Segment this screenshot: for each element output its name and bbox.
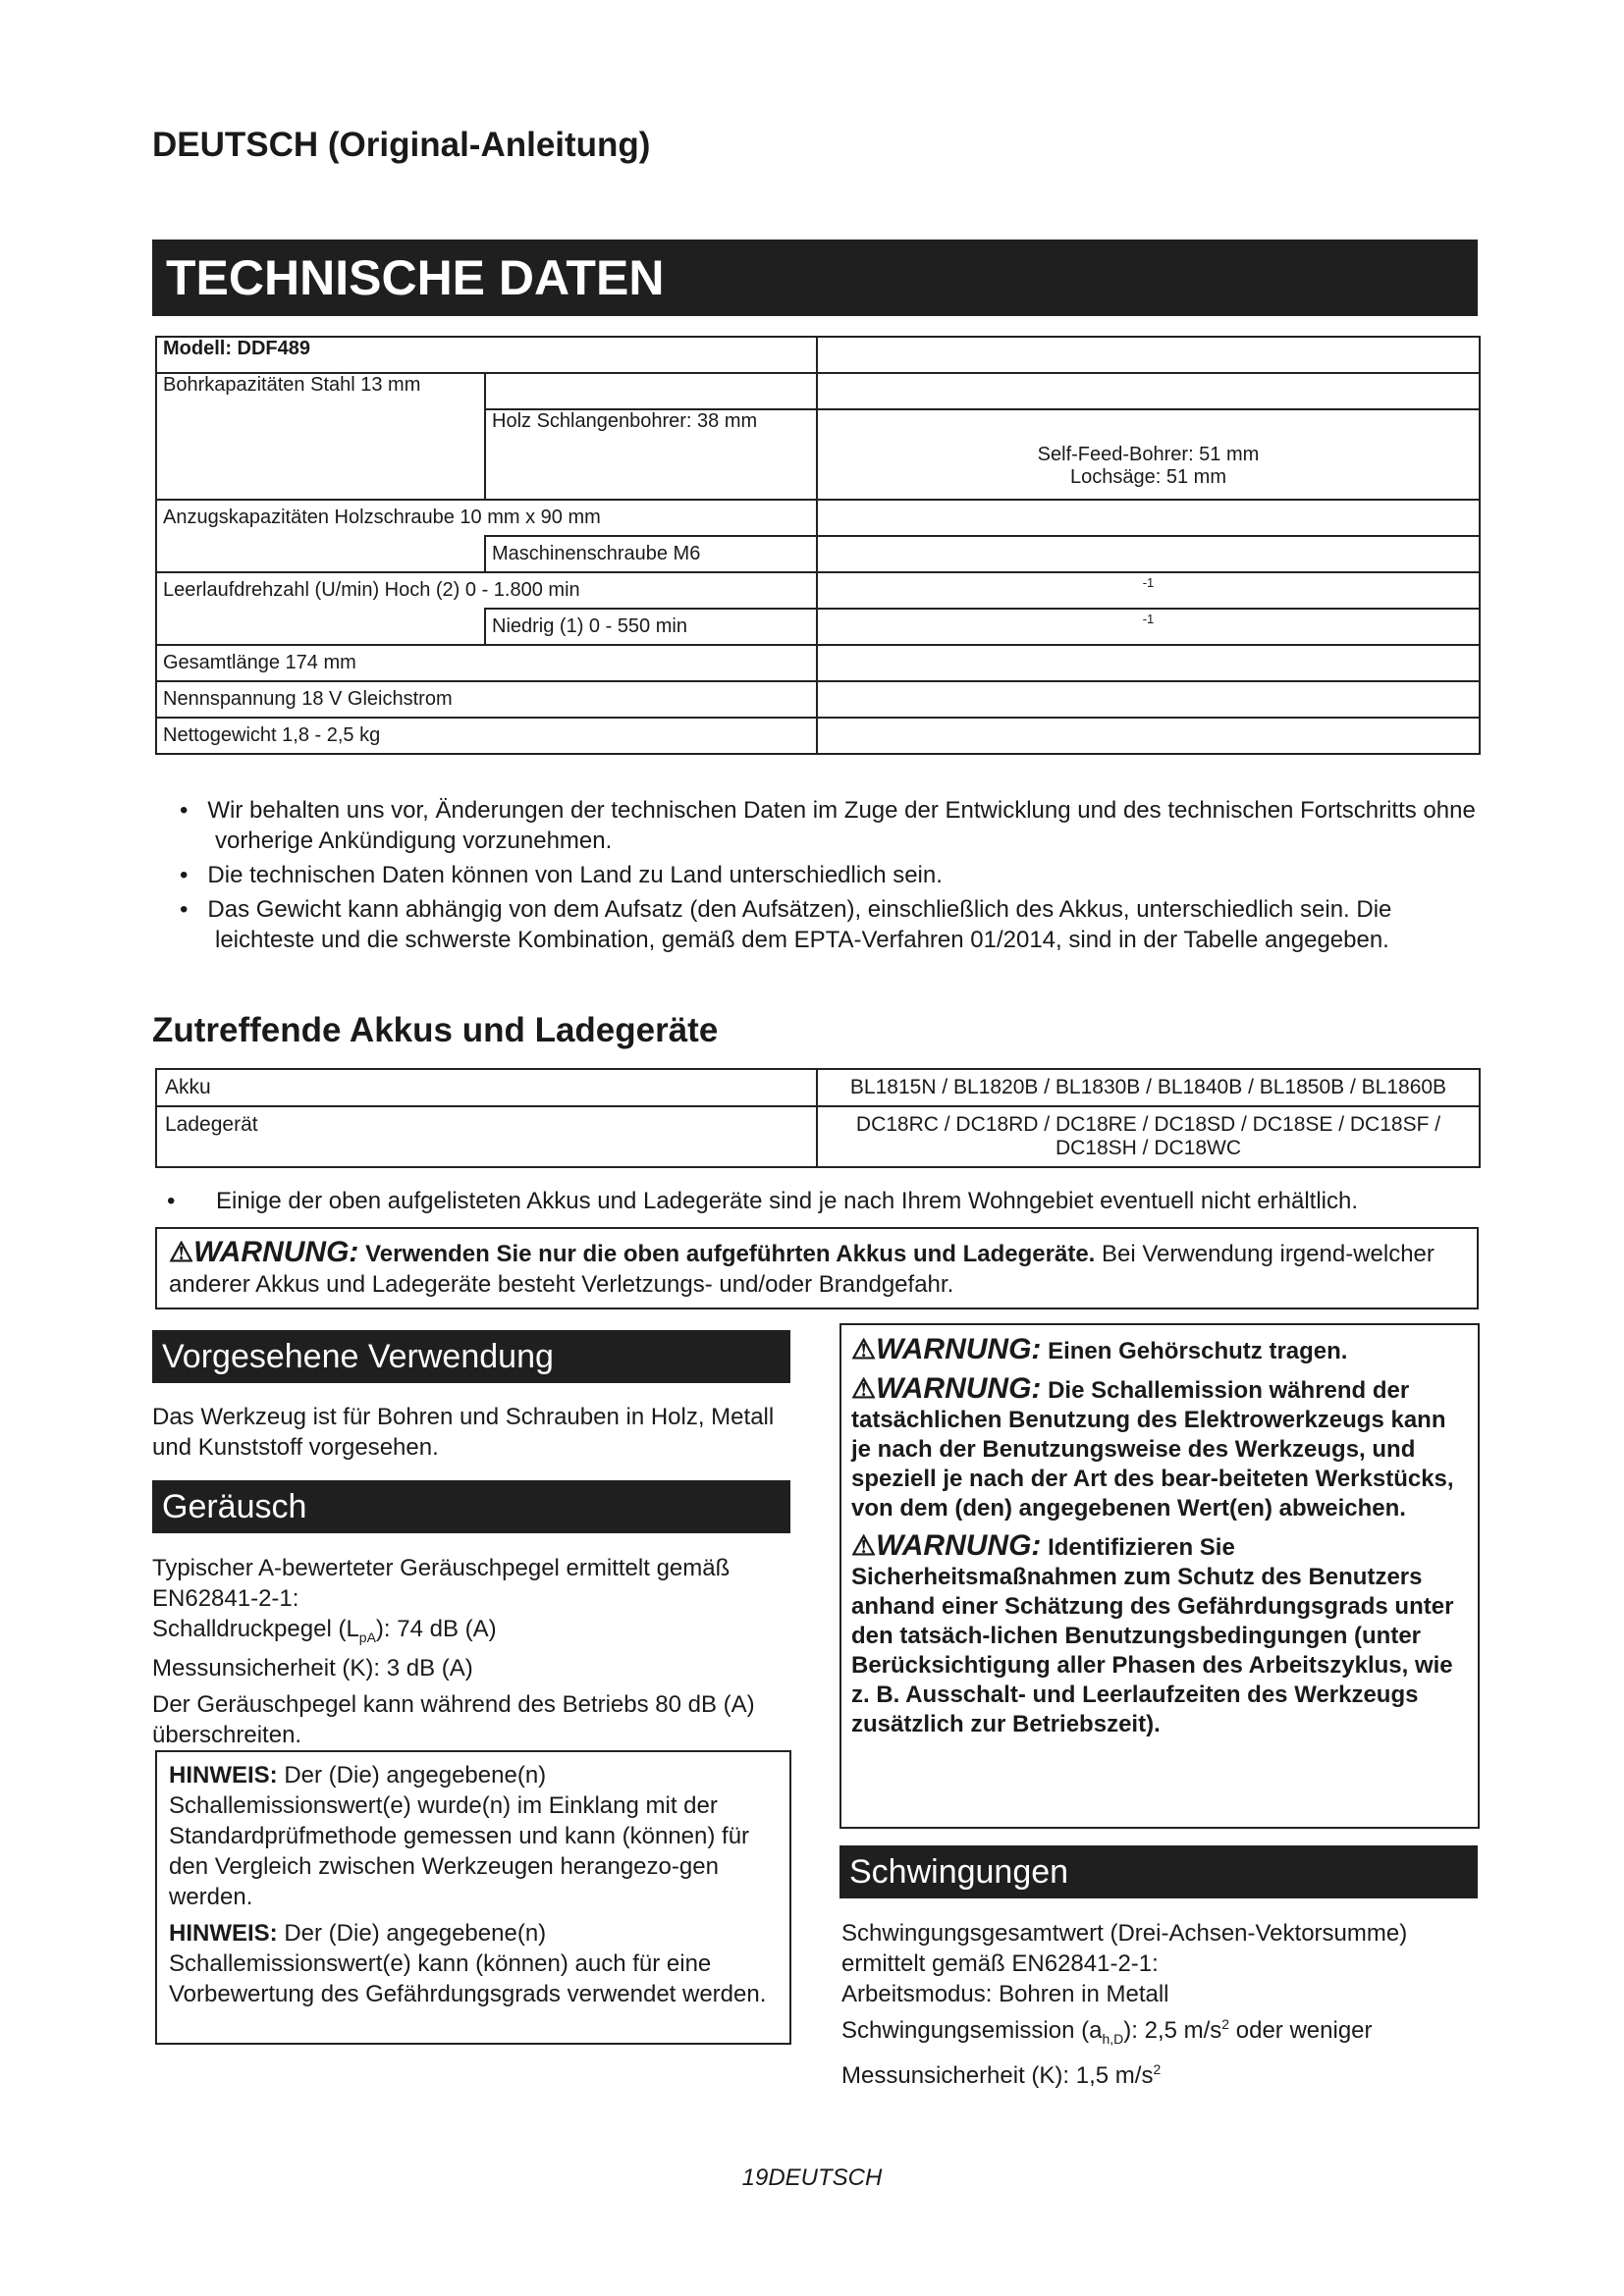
note-2 [169,1918,778,2009]
spec-empty [817,681,1480,718]
acc-note-text: Einige der oben aufgelisteten Akkus und Ladegeräte sind je nach Ihrem Wohngebiet eventuell nicht erhältlich. [216,1188,1358,1214]
vib-uncertainty-text: Messunsicherheit (K): 1,5 m/s [841,2061,1154,2089]
spec-cell: Nennspannung 18 V Gleichstrom [156,681,817,718]
vib-emission-b: ): 2,5 m/s [1123,2017,1222,2044]
spec-unit-sup: -1 [817,609,1480,645]
spec-notes [152,795,1478,959]
spec-empty [817,500,1480,536]
warning-icon: ⚠ [169,1237,194,1267]
acc-value: DC18RC / DC18RD / DC18RE / DC18SD / DC18SE / DC18SF / DC18SH / DC18WC [817,1106,1480,1167]
table-row [156,500,1480,536]
spec-unit-sup: -1 [817,572,1480,609]
acc-label: Ladegerät [156,1106,817,1167]
list-item: • Wir behalten uns vor, Änderungen der technischen Daten im Zuge der Entwicklung und des technischen Fortschritts ohne vorherige Ankündigung vorzunehmen. [180,797,1476,854]
acc-note: • Einige der oben aufgelisteten Akkus und Ladegeräte sind je nach Ihrem Wohngebiet eventuell nicht erhältlich. [167,1188,1358,1214]
page-footer: 19DEUTSCH [741,2164,883,2191]
spec-empty [156,409,485,500]
section-noise: Geräusch [152,1480,790,1533]
warning-icon: ⚠ [851,1373,877,1404]
table-row [156,536,1480,572]
warning-hearing [851,1335,1468,1366]
warning-bold-text: Verwenden Sie nur die oben aufgeführten Akkus und Ladegeräte. [365,1241,1096,1267]
list-item-text: Wir behalten uns vor, Änderungen der technischen Daten im Zuge der Entwicklung und des technischen Fortschritts ohne vorherige Ankündigung vorzunehmen. [207,797,1476,854]
vib-emission-sup: 2 [1221,2016,1230,2032]
spec-cell: Anzugskapazitäten Holzschraube 10 mm x 90 mm [156,500,817,536]
warning-emission [851,1374,1468,1523]
acc-label: Akku [156,1069,817,1106]
spec-text: Lochsäge: 51 mm [1070,466,1226,488]
note-label: HINWEIS: [169,1762,278,1789]
noise-block [152,1553,790,1750]
spec-table [155,336,1481,755]
table-row [156,572,1480,609]
warning-label: WARNUNG: [876,1529,1042,1562]
warning-label: WARNUNG: [193,1236,359,1268]
noise-intro: Typischer A-bewerteter Geräuschpegel ermittelt gemäß EN62841-2-1: [152,1555,731,1612]
vib-uncertainty-sup: 2 [1153,2060,1162,2077]
section-technical-data: TECHNISCHE DATEN [152,240,1478,316]
note-box [155,1750,791,2045]
spec-empty [817,645,1480,681]
spec-empty [817,337,1480,373]
spec-empty [817,718,1480,754]
vib-emission [841,2009,1480,2055]
note-text: Der (Die) angegebene(n) Schallemissionswert(e) wurde(n) im Einklang mit der Standardprüfmethode gemessen und kann (können) für den Vergleich zwischen Werkzeugen herangezo-gen werden. [169,1762,750,1910]
warning-icon: ⚠ [851,1530,877,1561]
spec-cell: Gesamtlänge 174 mm [156,645,817,681]
warning-text: Einen Gehörschutz tragen. [1048,1338,1348,1364]
list-item: • Das Gewicht kann abhängig von dem Aufsatz (den Aufsätzen), einschließlich des Akkus, unterschiedlich sein. Die leichteste und die schwerste Kombination, gemäß dem EPTA-Verfahren 01/2014, sind in der Tabelle angegeben. [180,896,1392,953]
table-row [156,718,1480,754]
list-item-text: Das Gewicht kann abhängig von dem Aufsatz (den Aufsätzen), einschließlich des Akkus, unterschiedlich sein. Die leichteste und die schwerste Kombination, gemäß dem EPTA-Verfahren 01/2014, sind in der Tabelle angegeben. [207,896,1392,953]
table-row [156,1106,1480,1167]
table-row [156,337,1480,373]
warning-text: Identifizieren Sie Sicherheitsmaßnahmen zum Schutz des Benutzers anhand einer Schätzung des Gefährdungsgrads unter den tatsäch-lichen Benutzungsbedingungen (unter Berücksichtigung aller Phasen des Arbeitszyklus, wie z. B. Ausschalt- und Leerlaufzeiten des Werkzeugs zusätzlich zur Betriebszeit). [851,1534,1454,1737]
spec-model: Modell: DDF489 [156,337,817,373]
vib-emission-a: Schwingungsemission (a [841,2017,1103,2044]
section-intended-use: Vorgesehene Verwendung [152,1330,790,1383]
warning-main [155,1227,1479,1309]
table-row [156,645,1480,681]
table-row [156,1069,1480,1106]
note-text: Der (Die) angegebene(n) Schallemissionswert(e) kann (können) auch für eine Vorbewertung des Gefährdungsgrads verwendet werden. [169,1920,767,2007]
accessories-title: Zutreffende Akkus und Ladegeräte [152,1011,719,1049]
accessories-table [155,1068,1481,1168]
spec-text: Self-Feed-Bohrer: 51 mm [1037,444,1260,465]
use-text: Das Werkzeug ist für Bohren und Schrauben in Holz, Metall und Kunststoff vorgesehen. [152,1404,775,1461]
spec-empty [156,536,485,572]
vib-emission-sub: h,D [1102,2030,1124,2047]
table-row [156,409,1480,500]
table-row [156,681,1480,718]
warning-label: WARNUNG: [876,1372,1042,1405]
warning-icon: ⚠ [851,1334,877,1364]
warning-text: Bei Verwendung irgend-welcher anderer Akkus und Ladegeräte besteht Verletzungs- und/oder Brandgefahr. [169,1241,1435,1298]
spec-cell: Niedrig (1) 0 - 550 min [485,609,817,645]
warning-text: Die Schallemission während der tatsächlichen Benutzung des Elektrowerkzeugs kann je nach der Benutzungsweise des Werkzeugs, und speziell je nach der Art des bear-beiteten Werkstücks, von dem (den) angegebenen Wert(en) abweichen. [851,1377,1454,1522]
list-item: • Die technischen Daten können von Land zu Land unterschiedlich sein. [180,862,943,888]
section-vibration: Schwingungen [839,1845,1478,1898]
spec-cell: Bohrkapazitäten Stahl 13 mm [156,373,485,409]
noise-pressure-b: ): 74 dB (A) [375,1616,497,1642]
vib-emission-c: oder weniger [1229,2017,1373,2044]
spec-cell: Holz Schlangenbohrer: 38 mm [485,409,817,500]
spec-empty [485,373,817,409]
spec-empty [817,373,1480,409]
table-row [156,373,1480,409]
language-title: DEUTSCH (Original-Anleitung) [152,126,651,164]
spec-empty [156,609,485,645]
noise-pressure-a: Schalldruckpegel (L [152,1616,359,1642]
vibration-block [841,1918,1480,2091]
note-1 [169,1760,778,1912]
note-label: HINWEIS: [169,1920,278,1947]
spec-cell: Leerlaufdrehzahl (U/min) Hoch (2) 0 - 1.800 min [156,572,817,609]
vib-uncertainty [841,2055,1480,2091]
warning-box-right [839,1323,1480,1829]
spec-cell [817,409,1480,500]
vib-mode: Arbeitsmodus: Bohren in Metall [841,1981,1169,2007]
warning-label: WARNUNG: [876,1333,1042,1365]
noise-uncertainty: Messunsicherheit (K): 3 dB (A) [152,1654,473,1682]
spec-empty [817,536,1480,572]
spec-cell: Nettogewicht 1,8 - 2,5 kg [156,718,817,754]
vib-intro: Schwingungsgesamtwert (Drei-Achsen-Vektorsumme) ermittelt gemäß EN62841-2-1: [841,1920,1408,1977]
noise-exceed: Der Geräuschpegel kann während des Betriebs 80 dB (A) überschreiten. [152,1690,755,1748]
noise-pressure [152,1614,790,1653]
warning-safety [851,1531,1468,1739]
table-row [156,609,1480,645]
noise-pressure-sub: pA [358,1629,376,1645]
spec-cell: Maschinenschraube M6 [485,536,817,572]
acc-value: BL1815N / BL1820B / BL1830B / BL1840B / BL1850B / BL1860B [817,1069,1480,1106]
list-item-text: Die technischen Daten können von Land zu Land unterschiedlich sein. [207,862,943,888]
